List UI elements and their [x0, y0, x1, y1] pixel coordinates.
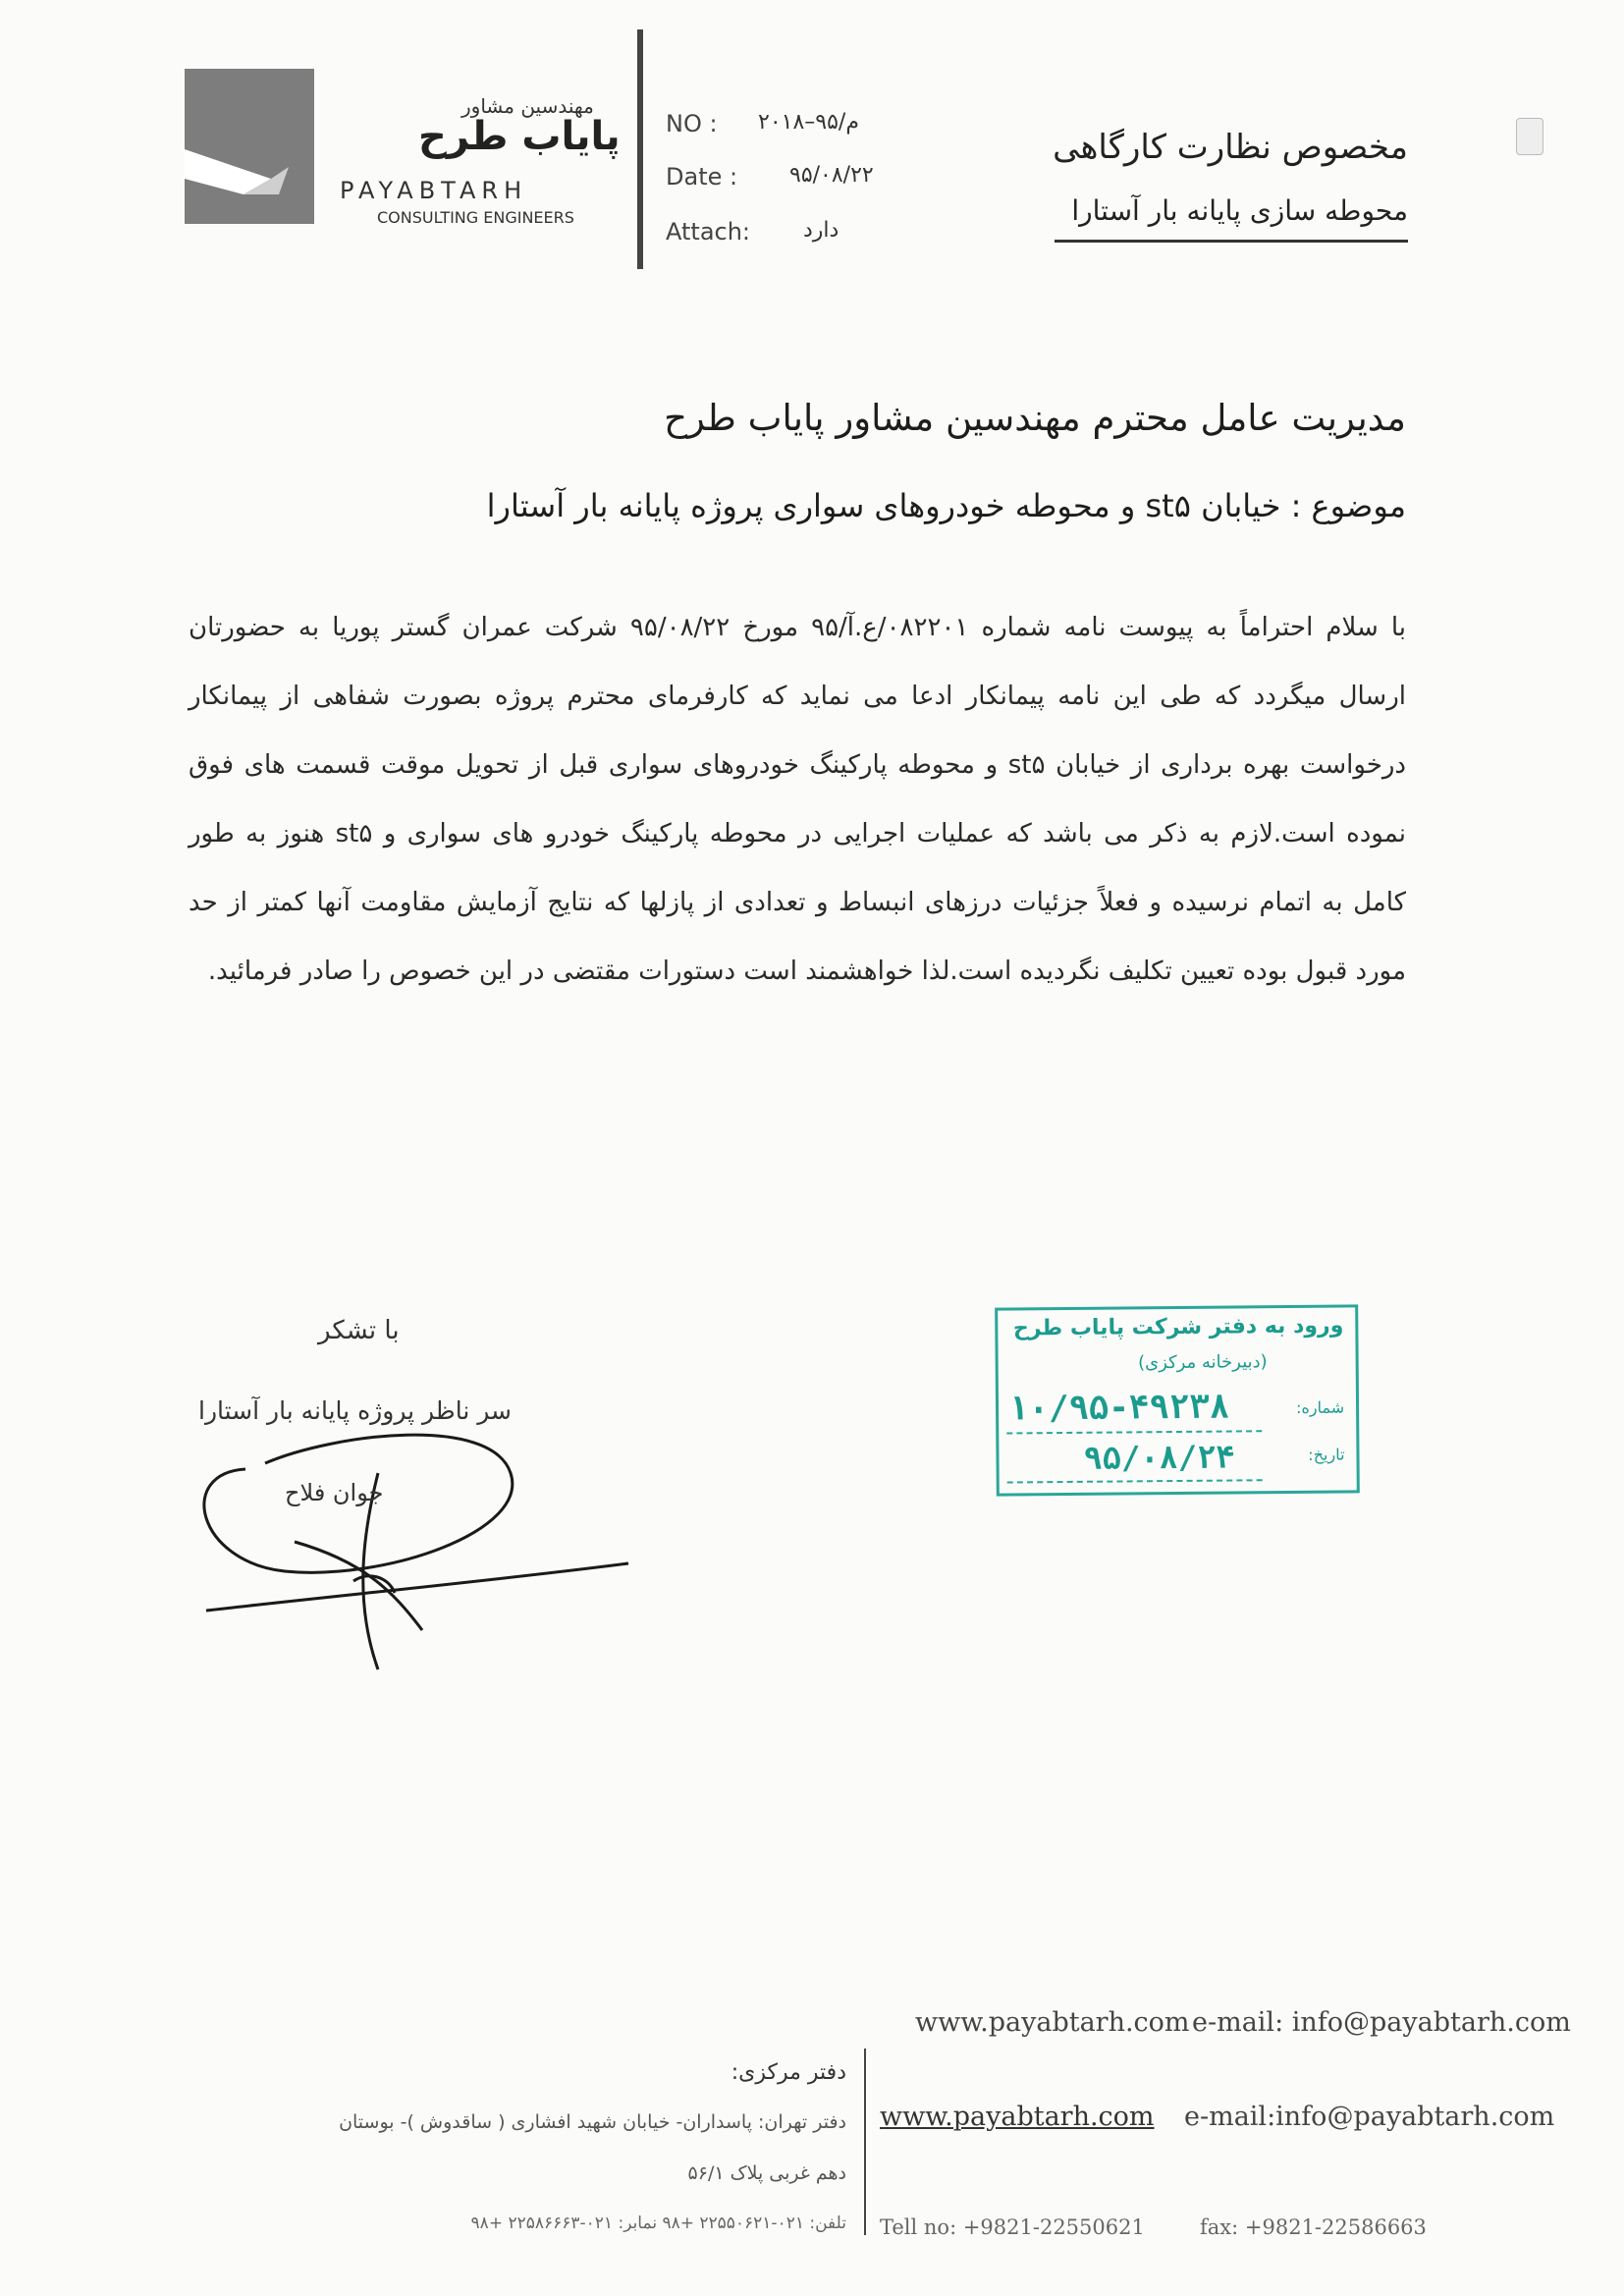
signer-name: جوان فلاح [285, 1479, 384, 1506]
signature-icon [137, 1414, 648, 1689]
stamp-number-label: شماره: [1295, 1397, 1345, 1417]
stamp-number-line [1006, 1430, 1262, 1434]
stamp-date-label: تاریخ: [1308, 1445, 1345, 1464]
department-title: مخصوص نظارت کارگاهی [1053, 128, 1408, 167]
footer-email[interactable]: e-mail: info@payabtarh.com [1192, 2007, 1571, 2038]
stamp-date-line [1007, 1479, 1263, 1483]
stamp-subtitle: (دبیرخانه مرکزی) [1137, 1351, 1268, 1374]
closing-thanks: با تشکر [318, 1316, 400, 1345]
office-title: دفتر مرکزی: [731, 2060, 846, 2085]
signer-title: سر ناظر پروژه پایانه بار آستارا [198, 1396, 512, 1425]
logo-english-subtitle: CONSULTING ENGINEERS [377, 208, 574, 227]
number-label: NO : [666, 110, 718, 137]
footer-website-link[interactable]: www.payabtarh.com [880, 2102, 1155, 2132]
footer-website[interactable]: www.payabtarh.com [915, 2007, 1190, 2038]
footer-telephone: Tell no: +9821-22550621 [880, 2215, 1145, 2239]
office-address: دفتر تهران: پاسداران- خیابان شهید افشاری ( ساقدوش )- بوستان [339, 2111, 846, 2133]
footer-fax: fax: +9821-22586663 [1200, 2215, 1427, 2239]
office-phone: تلفن: ۰۲۱-۲۲۵۵۰۶۲۱ +۹۸ نمابر: ۰۲۱-۲۲۵۸۶۶۶۳ +۹۸ [470, 2214, 846, 2233]
logo-graphic-icon [185, 69, 314, 224]
attach-label: Attach: [666, 218, 751, 246]
subject-line: موضوع : خیابان st۵ و محوطه خودروهای سواری پروژه پایانه بار آستارا [486, 487, 1406, 524]
footer-divider [864, 2049, 866, 2235]
receipt-stamp [995, 1304, 1360, 1496]
stamp-date-value: ۹۵/۰۸/۲۴ [1083, 1438, 1235, 1477]
logo-persian-subtitle: مهندسین مشاور [461, 94, 594, 118]
logo-english-name: PAYABTARH [340, 177, 528, 204]
office-address-line2: دهم غربی پلاک ۵۶/۱ [687, 2162, 846, 2184]
binder-clip-mark [1516, 118, 1543, 155]
stamp-number-value: ۱۰/۹۵-۴۹۲۳۸ [1007, 1387, 1230, 1429]
project-title-underline [1055, 240, 1408, 243]
stamp-title: ورود به دفتر شرکت پایاب طرح [1012, 1313, 1344, 1341]
header-divider [637, 29, 643, 269]
project-title: محوطه سازی پایانه بار آستارا [1071, 194, 1408, 227]
date-label: Date : [666, 163, 738, 191]
number-value: م/۹۵–۲۰۱۸ [758, 110, 859, 135]
attach-value: دارد [803, 218, 839, 243]
logo-persian-name: پایاب طرح [418, 114, 621, 159]
date-value: ۹۵/۰۸/۲۲ [789, 163, 874, 188]
footer-email-link[interactable]: e-mail:info@payabtarh.com [1184, 2102, 1555, 2132]
salutation: مدیریت عامل محترم مهندسین مشاور پایاب طرح [664, 397, 1406, 439]
letter-body: با سلام احتراماً به پیوست نامه شماره ۰۸۲۲۰۱/ع.آ/۹۵ مورخ ۹۵/۰۸/۲۲ شرکت عمران گستر پوریا به حضورتان ارسال میگردد که طی این نامه پیمانکار ادعا می نماید که کارفرمای محترم پروژه بصورت شفاهی از پیمانکار درخواست بهره برداری از خیابان st۵ و محوطه پارکینگ خودروهای سواری قبل از تحویل موقت قسمت های فوق نموده است.لازم به ذکر می باشد که عملیات اجرایی در محوطه پارکینگ خودرو های سواری و st۵ هنوز به طور کامل به اتمام نرسیده و فعلاً جزئیات درزهای انبساط و تعدادی از پازلها که نتایج آزمایش مقاومت آنها کمتر از حد مورد قبول بوده تعیین تکلیف نگردیده است.لذا خواهشمند است دستورات مقتضی در این خصوص را صادر فرمائید. [189, 613, 1407, 986]
company-logo [185, 69, 314, 224]
